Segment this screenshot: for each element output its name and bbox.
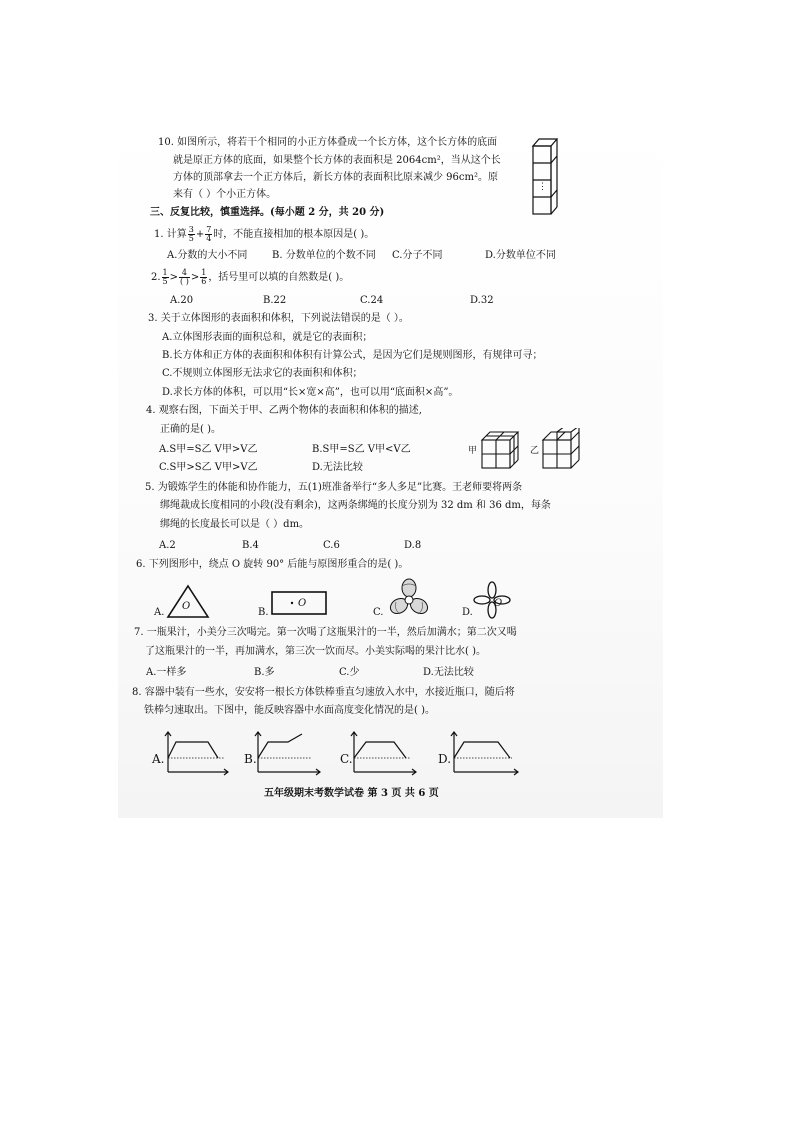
q6-label-d: D. [462,607,473,618]
q1-pre: 1. 计算 [154,229,187,240]
q6-label-a: A. [154,607,165,618]
q2-f1-denominator: 5 [162,277,168,286]
q7-option-b: B.多 [254,667,275,678]
q2-post: ，括号里可以填的自然数是( )。 [208,272,350,283]
q3-option-b: B.长方体和正方体的表面积和体积有计算公式，是因为它们是规则图形，有规律可寻； [162,350,543,361]
q8-label-c: C. [340,752,353,766]
q1-option-b: B. 分数单位的个数不同 [272,250,376,261]
q8-label-d: D. [438,752,452,766]
q10-line-3: 方体的顶部拿去一个正方体后，新长方体的表面积比原来减少 96cm²。原 [173,172,498,183]
q5-option-c: C.6 [323,540,340,551]
q6-label-b: B. [258,607,269,618]
q3-stem: 3. 关于立体图形的表面积和体积，下列说法错误的是（ ）。 [148,313,409,324]
q1-option-a: A.分数的大小不同 [167,250,248,261]
q1-f1-denominator: 5 [188,234,194,243]
q4-option-c: C.S甲>S乙 V甲>V乙 [159,462,258,473]
q7-line-1: 7. 一瓶果汁，小美分三次喝完。第一次喝了这瓶果汁的一半，然后加满水；第二次又喝 [134,627,517,638]
cube-figure-jia [480,430,520,470]
label-jia: 甲 [468,446,478,456]
petal-figure [472,580,512,620]
q1-fraction-1 [188,226,195,243]
q7-option-d: D.无法比较 [423,667,474,678]
q2-f3-denominator: 6 [201,277,207,286]
q1-option-d: D.分数单位不同 [485,250,556,261]
q6-label-c: C. [373,607,384,618]
q2-f3-numerator: 1 [201,268,207,277]
graph-d [450,728,522,776]
q1-option-c: C.分子不同 [392,250,443,261]
triangle-o: O [182,601,191,612]
graph-a [164,728,232,776]
q1-f2-numerator: 7 [206,225,212,234]
footer-page-info: 五年级期末考数学试卷 第 3 页 共 6 页 [264,788,439,799]
q10-line-1: 10. 如图所示，将若干个相同的小正方体叠成一个长方体，这个长方体的底面 [158,137,498,148]
q10-line-2: 就是原正方体的底面，如果整个长方体的表面积是 2064cm²，当从这个长 [173,155,501,166]
cube-stack-figure [530,136,560,218]
q5-line-3: 绑绳的长度最长可以是（ ）dm。 [160,519,310,530]
cube-figure-yi [541,428,583,470]
q10-line-4: 来有（ ）个小正方体。 [173,189,277,200]
q3-option-d: D.求长方体的体积，可以用“长×宽×高”，也可以用“底面积×高”。 [162,387,459,398]
q2-fraction-3 [200,269,207,286]
q7-option-a: A.一样多 [146,667,187,678]
q5-line-2: 绑绳裁成长度相同的小段(没有剩余)，这两条绑绳的长度分别为 32 dm 和 36 dm，每条 [160,500,551,511]
q5-line-1: 5. 为锻炼学生的体能和协作能力，五(1)班准备举行“多人多足”比赛。王老师要将两条 [145,482,523,493]
q5-option-d: D.8 [404,540,422,551]
graph-b [254,728,324,776]
q1-fraction-2 [205,226,212,243]
q1-f2-denominator: 4 [206,234,212,243]
q2-option-a: A.20 [170,295,194,306]
q3-option-a: A.立体图形表面的面积总和，就是它的表面积； [162,332,373,343]
q2-stem [151,267,349,289]
q3-option-c: C.不规则立体图形无法求它的表面积和体积； [162,368,363,379]
q2-fraction-2 [179,269,190,286]
q2-gt-1: > [169,272,179,283]
q2-f2-numerator: 4 [179,269,190,278]
q4-stem: 4. 观察右图，下面关于甲、乙两个物体的表面积和体积的描述, [146,405,422,416]
q5-option-b: B.4 [242,540,259,551]
q2-gt-2: > [190,272,200,283]
q2-option-b: B.22 [263,295,287,306]
q4-option-d: D.无法比较 [312,462,363,473]
q2-f1-numerator: 1 [162,268,168,277]
q8-line-2: 铁棒匀速取出。下图中，能反映容器中水面高度变化情况的是( )。 [144,705,435,716]
q7-line-2: 了这瓶果汁的一半，再加满水，第三次一饮而尽。小美实际喝的果汁比水( )。 [145,646,486,657]
graph-c [350,728,420,776]
q1-f1-numerator: 3 [188,225,194,234]
q6-stem: 6. 下列图形中，绕点 O 旋转 90° 后能与原图形重合的是( )。 [136,559,409,570]
q2-f2-denominator: ( ) [180,277,189,286]
q5-option-a: A.2 [159,540,176,551]
q4-stem-2: 正确的是( )。 [160,424,221,435]
q4-option-b: B.S甲=S乙 V甲<V乙 [312,444,411,455]
q1-stem [154,224,374,246]
fan-figure [388,578,430,620]
q2-option-d: D.32 [470,295,494,306]
label-yi: 乙 [530,446,540,456]
q4-option-a: A.S甲=S乙 V甲>V乙 [159,444,258,455]
q8-line-1: 8. 容器中装有一些水，安安将一根长方体铁棒垂直匀速放入水中，水接近瓶口，随后将 [132,687,515,698]
q2-option-c: C.24 [360,295,384,306]
q2-num: 2. [151,272,161,283]
q8-label-a: A. [152,752,165,766]
section-3-heading: 三、反复比较，慎重选择。(每小题 2 分，共 20 分) [150,207,385,218]
q2-fraction-1 [162,269,169,286]
petal-o: O [494,598,503,609]
q1-plus: + [195,229,205,240]
rectangle-o: O [298,598,307,609]
q8-label-b: B. [244,752,257,766]
q1-post: 时，不能直接相加的根本原因是( )。 [213,229,375,240]
q7-option-c: C.少 [339,667,360,678]
stack-dots: ⋮ [538,182,547,192]
